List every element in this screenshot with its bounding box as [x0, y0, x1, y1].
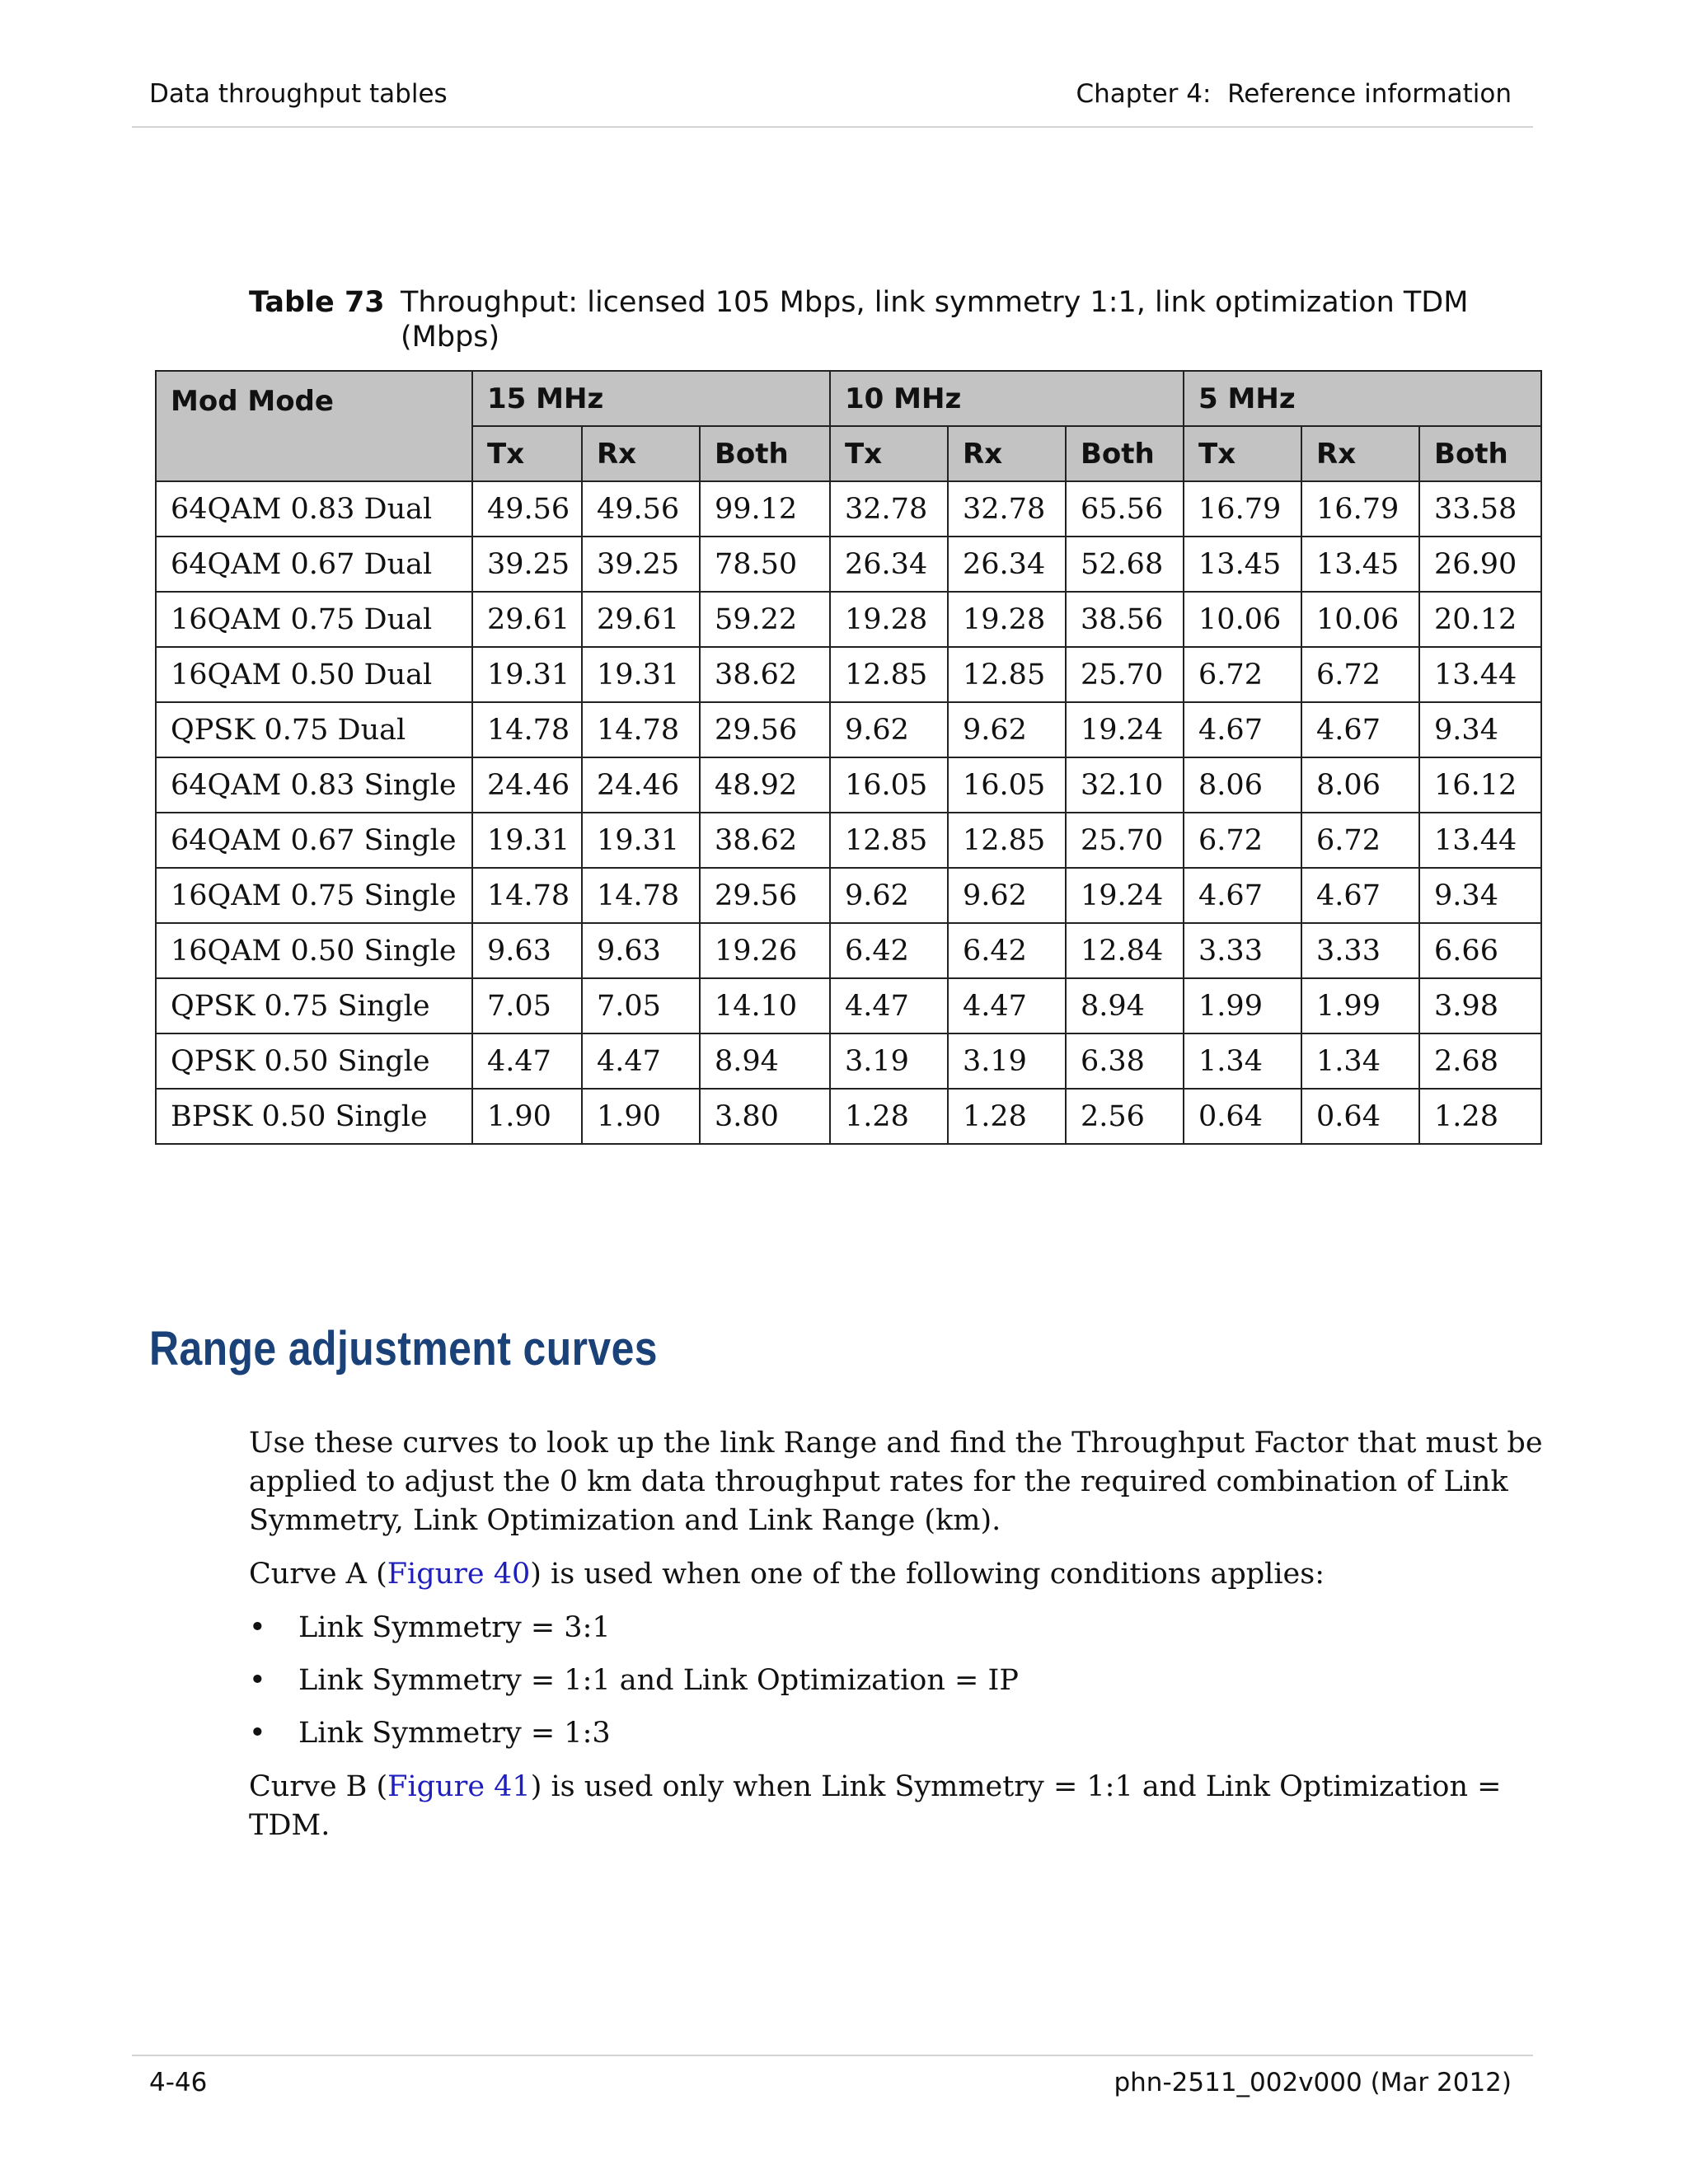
throughput-cell: 9.63 — [582, 923, 700, 978]
column-header-band: 15 MHz — [472, 371, 830, 426]
bullet-icon: • — [249, 1717, 266, 1750]
throughput-cell: 16.12 — [1419, 757, 1541, 813]
column-header-both: Both — [1066, 426, 1184, 481]
mod-mode-cell: BPSK 0.50 Single — [156, 1089, 472, 1144]
bullet-icon: • — [249, 1664, 266, 1697]
throughput-cell: 3.19 — [948, 1033, 1066, 1089]
throughput-cell: 32.10 — [1066, 757, 1184, 813]
document-id: phn-2511_002v000 (Mar 2012) — [1114, 2068, 1512, 2097]
throughput-cell: 2.56 — [1066, 1089, 1184, 1144]
throughput-cell: 13.44 — [1419, 647, 1541, 702]
throughput-cell: 7.05 — [582, 978, 700, 1033]
throughput-cell: 4.67 — [1184, 702, 1301, 757]
throughput-cell: 6.42 — [830, 923, 948, 978]
throughput-cell: 19.28 — [948, 592, 1066, 647]
running-header-left: Data throughput tables — [149, 79, 448, 109]
throughput-cell: 16.79 — [1301, 481, 1419, 537]
throughput-cell: 1.28 — [830, 1089, 948, 1144]
throughput-cell: 14.78 — [472, 868, 582, 923]
throughput-cell: 29.61 — [472, 592, 582, 647]
throughput-cell: 48.92 — [700, 757, 830, 813]
throughput-cell: 12.85 — [948, 647, 1066, 702]
table-row — [156, 757, 1541, 813]
table-body — [156, 481, 1541, 1144]
section-title: Range adjustment curves — [149, 1322, 658, 1376]
mod-mode-cell: 16QAM 0.50 Single — [156, 923, 472, 978]
throughput-cell: 3.98 — [1419, 978, 1541, 1033]
conditions-list — [249, 1609, 1551, 1753]
mod-mode-cell: 16QAM 0.75 Single — [156, 868, 472, 923]
throughput-cell: 8.06 — [1301, 757, 1419, 813]
throughput-cell: 29.56 — [700, 868, 830, 923]
throughput-cell: 14.78 — [582, 868, 700, 923]
throughput-cell: 49.56 — [582, 481, 700, 537]
throughput-cell: 78.50 — [700, 537, 830, 592]
table-caption-label: Table 73 — [249, 286, 385, 319]
throughput-cell: 1.99 — [1184, 978, 1301, 1033]
table-header-row — [156, 371, 1541, 426]
throughput-cell: 8.06 — [1184, 757, 1301, 813]
throughput-cell: 6.72 — [1184, 813, 1301, 868]
table-caption — [249, 285, 1518, 354]
throughput-cell: 19.31 — [472, 647, 582, 702]
mod-mode-cell: 16QAM 0.75 Dual — [156, 592, 472, 647]
throughput-cell: 16.79 — [1184, 481, 1301, 537]
column-header-band: 10 MHz — [830, 371, 1184, 426]
figure-40-link[interactable]: Figure 40 — [387, 1558, 531, 1591]
throughput-cell: 24.46 — [582, 757, 700, 813]
throughput-cell: 9.62 — [948, 868, 1066, 923]
list-item — [249, 1714, 1551, 1753]
throughput-cell: 6.72 — [1184, 647, 1301, 702]
throughput-cell: 6.42 — [948, 923, 1066, 978]
throughput-cell: 0.64 — [1184, 1089, 1301, 1144]
throughput-cell: 52.68 — [1066, 537, 1184, 592]
column-header-rx: Rx — [948, 426, 1066, 481]
throughput-cell: 19.28 — [830, 592, 948, 647]
throughput-cell: 32.78 — [830, 481, 948, 537]
table-row — [156, 1089, 1541, 1144]
list-item-text: Link Symmetry = 1:3 — [298, 1717, 611, 1750]
curve-b-text-before: Curve B ( — [249, 1770, 388, 1803]
throughput-cell: 13.45 — [1301, 537, 1419, 592]
mod-mode-cell: 64QAM 0.67 Single — [156, 813, 472, 868]
throughput-cell: 2.68 — [1419, 1033, 1541, 1089]
throughput-cell: 14.78 — [582, 702, 700, 757]
column-header-both: Both — [1419, 426, 1541, 481]
throughput-cell: 10.06 — [1184, 592, 1301, 647]
throughput-cell: 32.78 — [948, 481, 1066, 537]
throughput-cell: 13.45 — [1184, 537, 1301, 592]
throughput-cell: 39.25 — [472, 537, 582, 592]
table-row — [156, 647, 1541, 702]
table-row — [156, 813, 1541, 868]
throughput-cell: 9.62 — [830, 702, 948, 757]
curve-b-text-after: ) is used only when Link Symmetry = 1:1 and Link Optimization = TDM. — [249, 1770, 1502, 1842]
throughput-cell: 1.99 — [1301, 978, 1419, 1033]
throughput-cell: 4.67 — [1301, 702, 1419, 757]
throughput-cell: 1.90 — [582, 1089, 700, 1144]
throughput-cell: 19.24 — [1066, 702, 1184, 757]
throughput-cell: 4.47 — [472, 1033, 582, 1089]
throughput-cell: 9.34 — [1419, 702, 1541, 757]
page-number: 4-46 — [149, 2068, 208, 2097]
curve-a-text-before: Curve A ( — [249, 1558, 387, 1591]
throughput-cell: 19.31 — [472, 813, 582, 868]
throughput-cell: 6.72 — [1301, 813, 1419, 868]
throughput-cell: 29.56 — [700, 702, 830, 757]
throughput-cell: 59.22 — [700, 592, 830, 647]
section-body — [249, 1424, 1551, 1860]
column-header-tx: Tx — [830, 426, 948, 481]
throughput-cell: 12.85 — [948, 813, 1066, 868]
throughput-cell: 3.33 — [1301, 923, 1419, 978]
throughput-cell: 12.85 — [830, 813, 948, 868]
table-row — [156, 537, 1541, 592]
throughput-cell: 25.70 — [1066, 813, 1184, 868]
throughput-cell: 33.58 — [1419, 481, 1541, 537]
figure-41-link[interactable]: Figure 41 — [387, 1770, 531, 1803]
throughput-cell: 4.47 — [582, 1033, 700, 1089]
throughput-cell: 19.26 — [700, 923, 830, 978]
throughput-cell: 99.12 — [700, 481, 830, 537]
table-row — [156, 868, 1541, 923]
column-header-mod-mode: Mod Mode — [156, 371, 472, 481]
table-row — [156, 923, 1541, 978]
throughput-cell: 4.67 — [1301, 868, 1419, 923]
mod-mode-cell: QPSK 0.75 Dual — [156, 702, 472, 757]
table-row — [156, 978, 1541, 1033]
table-row — [156, 1033, 1541, 1089]
throughput-cell: 4.67 — [1184, 868, 1301, 923]
throughput-cell: 8.94 — [1066, 978, 1184, 1033]
header-rule — [132, 126, 1533, 128]
intro-paragraph: Use these curves to look up the link Range and find the Throughput Factor that must be applied to adjust the 0 km data throughput rates for the required combination of Link Symmetry, Link Optimization and Link Range (km). — [249, 1427, 1543, 1537]
mod-mode-cell: 64QAM 0.67 Dual — [156, 537, 472, 592]
throughput-cell: 6.72 — [1301, 647, 1419, 702]
throughput-cell: 10.06 — [1301, 592, 1419, 647]
list-item — [249, 1609, 1551, 1647]
throughput-cell: 25.70 — [1066, 647, 1184, 702]
throughput-cell: 1.28 — [1419, 1089, 1541, 1144]
throughput-cell: 26.34 — [948, 537, 1066, 592]
throughput-cell: 38.56 — [1066, 592, 1184, 647]
throughput-cell: 6.66 — [1419, 923, 1541, 978]
throughput-cell: 6.38 — [1066, 1033, 1184, 1089]
throughput-table — [155, 370, 1542, 1145]
column-header-tx: Tx — [472, 426, 582, 481]
table-row — [156, 702, 1541, 757]
mod-mode-cell: 64QAM 0.83 Single — [156, 757, 472, 813]
throughput-cell: 3.80 — [700, 1089, 830, 1144]
table-row — [156, 592, 1541, 647]
throughput-cell: 3.19 — [830, 1033, 948, 1089]
column-header-rx: Rx — [1301, 426, 1419, 481]
column-header-tx: Tx — [1184, 426, 1301, 481]
throughput-cell: 14.10 — [700, 978, 830, 1033]
throughput-cell: 3.33 — [1184, 923, 1301, 978]
table-row — [156, 481, 1541, 537]
throughput-cell: 14.78 — [472, 702, 582, 757]
throughput-cell: 9.34 — [1419, 868, 1541, 923]
throughput-cell: 13.44 — [1419, 813, 1541, 868]
throughput-cell: 16.05 — [830, 757, 948, 813]
throughput-cell: 19.31 — [582, 813, 700, 868]
throughput-cell: 38.62 — [700, 813, 830, 868]
mod-mode-cell: QPSK 0.75 Single — [156, 978, 472, 1033]
throughput-cell: 19.31 — [582, 647, 700, 702]
curve-a-paragraph — [249, 1555, 1551, 1594]
bullet-icon: • — [249, 1611, 266, 1644]
list-item-text: Link Symmetry = 3:1 — [298, 1611, 611, 1644]
throughput-cell: 29.61 — [582, 592, 700, 647]
throughput-cell: 26.90 — [1419, 537, 1541, 592]
list-item-text: Link Symmetry = 1:1 and Link Optimization = IP — [298, 1664, 1019, 1697]
throughput-cell: 9.62 — [830, 868, 948, 923]
mod-mode-cell: QPSK 0.50 Single — [156, 1033, 472, 1089]
throughput-cell: 1.34 — [1184, 1033, 1301, 1089]
throughput-cell: 1.34 — [1301, 1033, 1419, 1089]
throughput-cell: 1.90 — [472, 1089, 582, 1144]
throughput-cell: 7.05 — [472, 978, 582, 1033]
throughput-cell: 19.24 — [1066, 868, 1184, 923]
curve-b-paragraph — [249, 1768, 1551, 1845]
footer-rule — [132, 2055, 1533, 2056]
throughput-cell: 4.47 — [948, 978, 1066, 1033]
mod-mode-cell: 16QAM 0.50 Dual — [156, 647, 472, 702]
throughput-cell: 38.62 — [700, 647, 830, 702]
table-caption-text: Throughput: licensed 105 Mbps, link symmetry 1:1, link optimization TDM (Mbps) — [401, 286, 1469, 354]
throughput-cell: 9.63 — [472, 923, 582, 978]
column-header-rx: Rx — [582, 426, 700, 481]
curve-a-text-after: ) is used when one of the following conditions applies: — [530, 1558, 1325, 1591]
list-item — [249, 1661, 1551, 1700]
throughput-cell: 24.46 — [472, 757, 582, 813]
throughput-cell: 1.28 — [948, 1089, 1066, 1144]
throughput-cell: 9.62 — [948, 702, 1066, 757]
throughput-cell: 16.05 — [948, 757, 1066, 813]
throughput-cell: 4.47 — [830, 978, 948, 1033]
throughput-cell: 26.34 — [830, 537, 948, 592]
throughput-cell: 39.25 — [582, 537, 700, 592]
mod-mode-cell: 64QAM 0.83 Dual — [156, 481, 472, 537]
throughput-cell: 8.94 — [700, 1033, 830, 1089]
throughput-cell: 49.56 — [472, 481, 582, 537]
throughput-cell: 65.56 — [1066, 481, 1184, 537]
throughput-cell: 0.64 — [1301, 1089, 1419, 1144]
throughput-cell: 20.12 — [1419, 592, 1541, 647]
column-header-band: 5 MHz — [1184, 371, 1541, 426]
throughput-cell: 12.84 — [1066, 923, 1184, 978]
running-header-right: Chapter 4: Reference information — [1076, 79, 1512, 109]
throughput-cell: 12.85 — [830, 647, 948, 702]
column-header-both: Both — [700, 426, 830, 481]
